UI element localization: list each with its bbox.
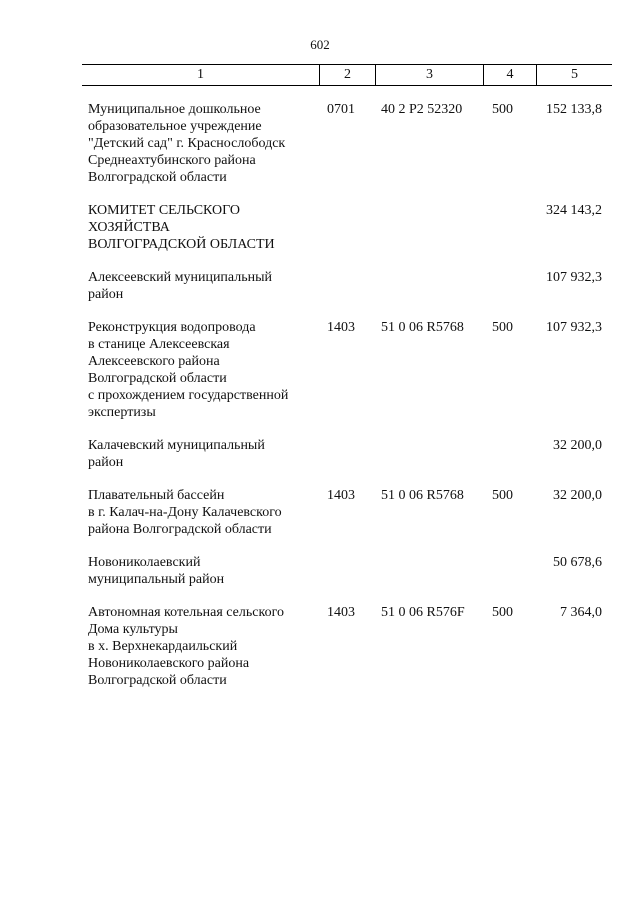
table-row: [88, 487, 612, 538]
row-name: Алексеевский муниципальный район: [88, 270, 273, 302]
row-amount: 107 932,3: [546, 270, 602, 285]
row-type: 500: [492, 605, 513, 620]
header-col-5: 5: [536, 65, 612, 85]
header-col-3: 3: [375, 65, 483, 85]
row-amount: 152 133,8: [546, 102, 602, 117]
table-row: [88, 604, 612, 689]
row-section: 1403: [327, 488, 355, 503]
table-row: [88, 269, 612, 303]
row-name: Калачевский муниципальный район: [88, 438, 265, 470]
row-section: 1403: [327, 320, 355, 335]
table-row: [88, 554, 612, 588]
table-header: [82, 64, 612, 86]
table-row: [88, 101, 612, 186]
row-name: КОМИТЕТ СЕЛЬСКОГО ХОЗЯЙСТВА ВОЛГОГРАДСКОЙ ОБЛАСТИ: [88, 203, 275, 252]
row-amount: 50 678,6: [553, 555, 602, 570]
row-amount: 7 364,0: [560, 605, 602, 620]
row-target: 51 0 06 R5768: [381, 488, 464, 503]
row-section: 1403: [327, 605, 355, 620]
table-row: [88, 202, 612, 253]
row-target: 51 0 06 R5768: [381, 320, 464, 335]
row-amount: 107 932,3: [546, 320, 602, 335]
row-type: 500: [492, 488, 513, 503]
row-amount: 32 200,0: [553, 488, 602, 503]
row-type: 500: [492, 320, 513, 335]
row-name: Реконструкция водопровода в станице Алексеевская Алексеевского района Волгоградской области с прохождением государственной экспертизы: [88, 320, 289, 420]
header-col-2: 2: [319, 65, 375, 85]
table-row: [88, 319, 612, 421]
row-amount: 32 200,0: [553, 438, 602, 453]
row-section: 0701: [327, 102, 355, 117]
row-name: Автономная котельная сельского Дома культуры в х. Верхнекардаильский Новониколаевского района Волгоградской области: [88, 605, 284, 688]
row-target: 40 2 P2 52320: [381, 102, 463, 117]
row-target: 51 0 06 R576F: [381, 605, 465, 620]
header-col-4: 4: [483, 65, 536, 85]
row-name: Плавательный бассейн в г. Калач-на-Дону Калачевского района Волгоградской области: [88, 488, 282, 537]
row-name: Муниципальное дошкольное образовательное учреждение "Детский сад" г. Краснослободск Среднеахтубинского района Волгоградской области: [88, 102, 286, 185]
row-name: Новониколаевский муниципальный район: [88, 555, 225, 587]
table-row: [88, 437, 612, 471]
page-number: 602: [310, 37, 330, 52]
header-col-1: 1: [197, 67, 204, 82]
row-amount: 324 143,2: [546, 203, 602, 218]
row-type: 500: [492, 102, 513, 117]
table-body: [88, 101, 612, 705]
